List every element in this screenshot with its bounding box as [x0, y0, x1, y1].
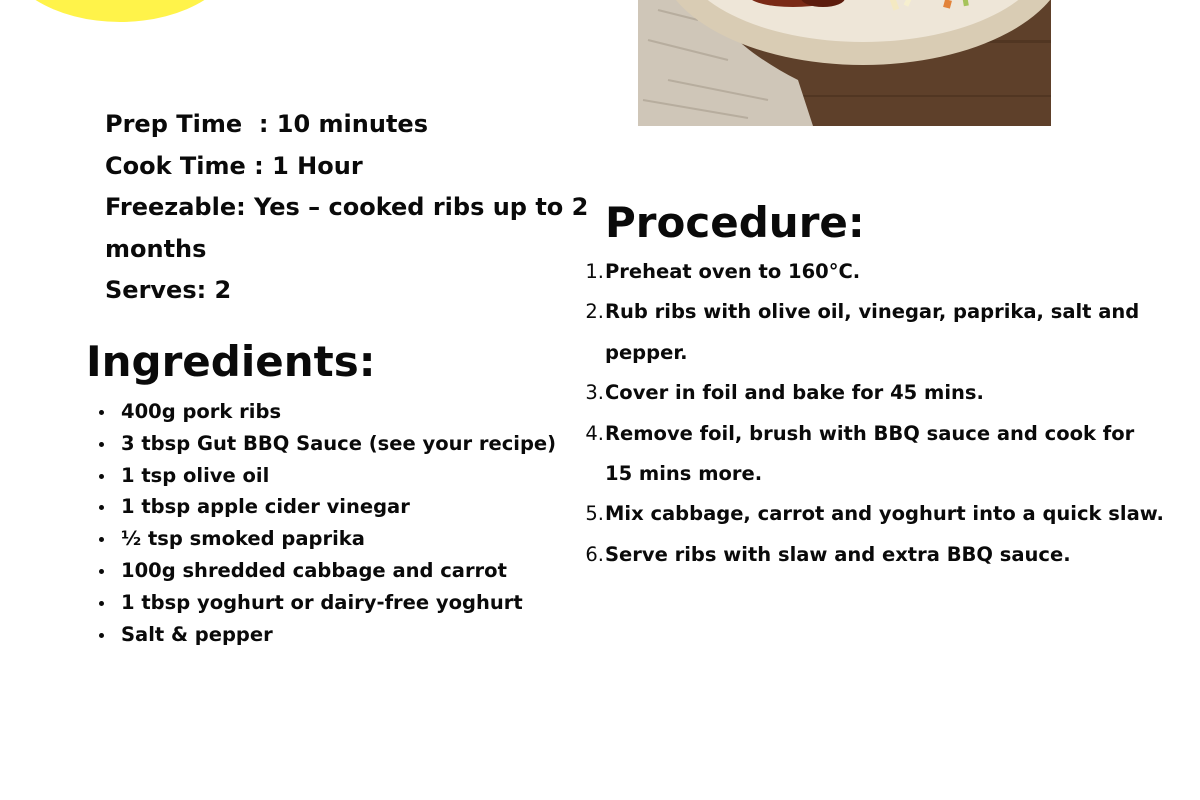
cook-time: Cook Time : 1 Hour — [105, 151, 363, 180]
yellow-decor-blob — [0, 0, 240, 22]
step-number: 1. — [585, 260, 604, 283]
step-number: 5. — [585, 502, 604, 526]
recipe-meta — [105, 104, 595, 312]
step-text: Preheat oven to 160°C. — [605, 260, 861, 283]
ingredient-item: 100g shredded cabbage and carrot — [121, 555, 556, 587]
ingredient-item: 3 tbsp Gut BBQ Sauce (see your recipe) — [121, 428, 556, 460]
step-text: Remove foil, brush with BBQ sauce and cook for 15 mins more. — [605, 421, 1135, 486]
step-text: Serve ribs with slaw and extra BBQ sauce. — [605, 542, 1071, 566]
step-number: 4. — [585, 421, 604, 445]
procedure-step — [585, 373, 1165, 413]
ingredient-item: 400g pork ribs — [121, 396, 556, 428]
ingredient-item: 1 tbsp apple cider vinegar — [121, 491, 556, 523]
step-number: 3. — [585, 381, 604, 405]
step-text: Mix cabbage, carrot and yoghurt into a quick slaw. — [605, 502, 1164, 526]
step-number: 6. — [585, 542, 604, 566]
ingredients-list — [121, 396, 556, 650]
procedure-step — [585, 252, 1165, 292]
ingredient-item: Salt & pepper — [121, 619, 556, 651]
procedure-step — [585, 535, 1165, 575]
ingredient-item: ½ tsp smoked paprika — [121, 523, 556, 555]
ribs-plate-photo — [638, 0, 1051, 126]
step-number: 2. — [585, 300, 604, 324]
procedure-heading: Procedure: — [605, 198, 865, 247]
serves-info: Serves: 2 — [105, 276, 232, 304]
procedure-step — [585, 494, 1165, 534]
step-text: Rub ribs with olive oil, vinegar, paprika, salt and pepper. — [605, 300, 1140, 364]
ingredients-heading: Ingredients: — [86, 337, 376, 386]
procedure-step — [585, 414, 1165, 495]
freezable-info: Freezable: Yes – cooked ribs up to 2 months — [105, 193, 589, 263]
ingredient-item: 1 tsp olive oil — [121, 460, 556, 492]
ingredient-item: 1 tbsp yoghurt or dairy-free yoghurt — [121, 587, 556, 619]
procedure-step — [585, 292, 1165, 373]
step-text: Cover in foil and bake for 45 mins. — [605, 381, 984, 405]
procedure-list — [585, 252, 1165, 575]
prep-time: Prep Time : 10 minutes — [105, 110, 428, 138]
